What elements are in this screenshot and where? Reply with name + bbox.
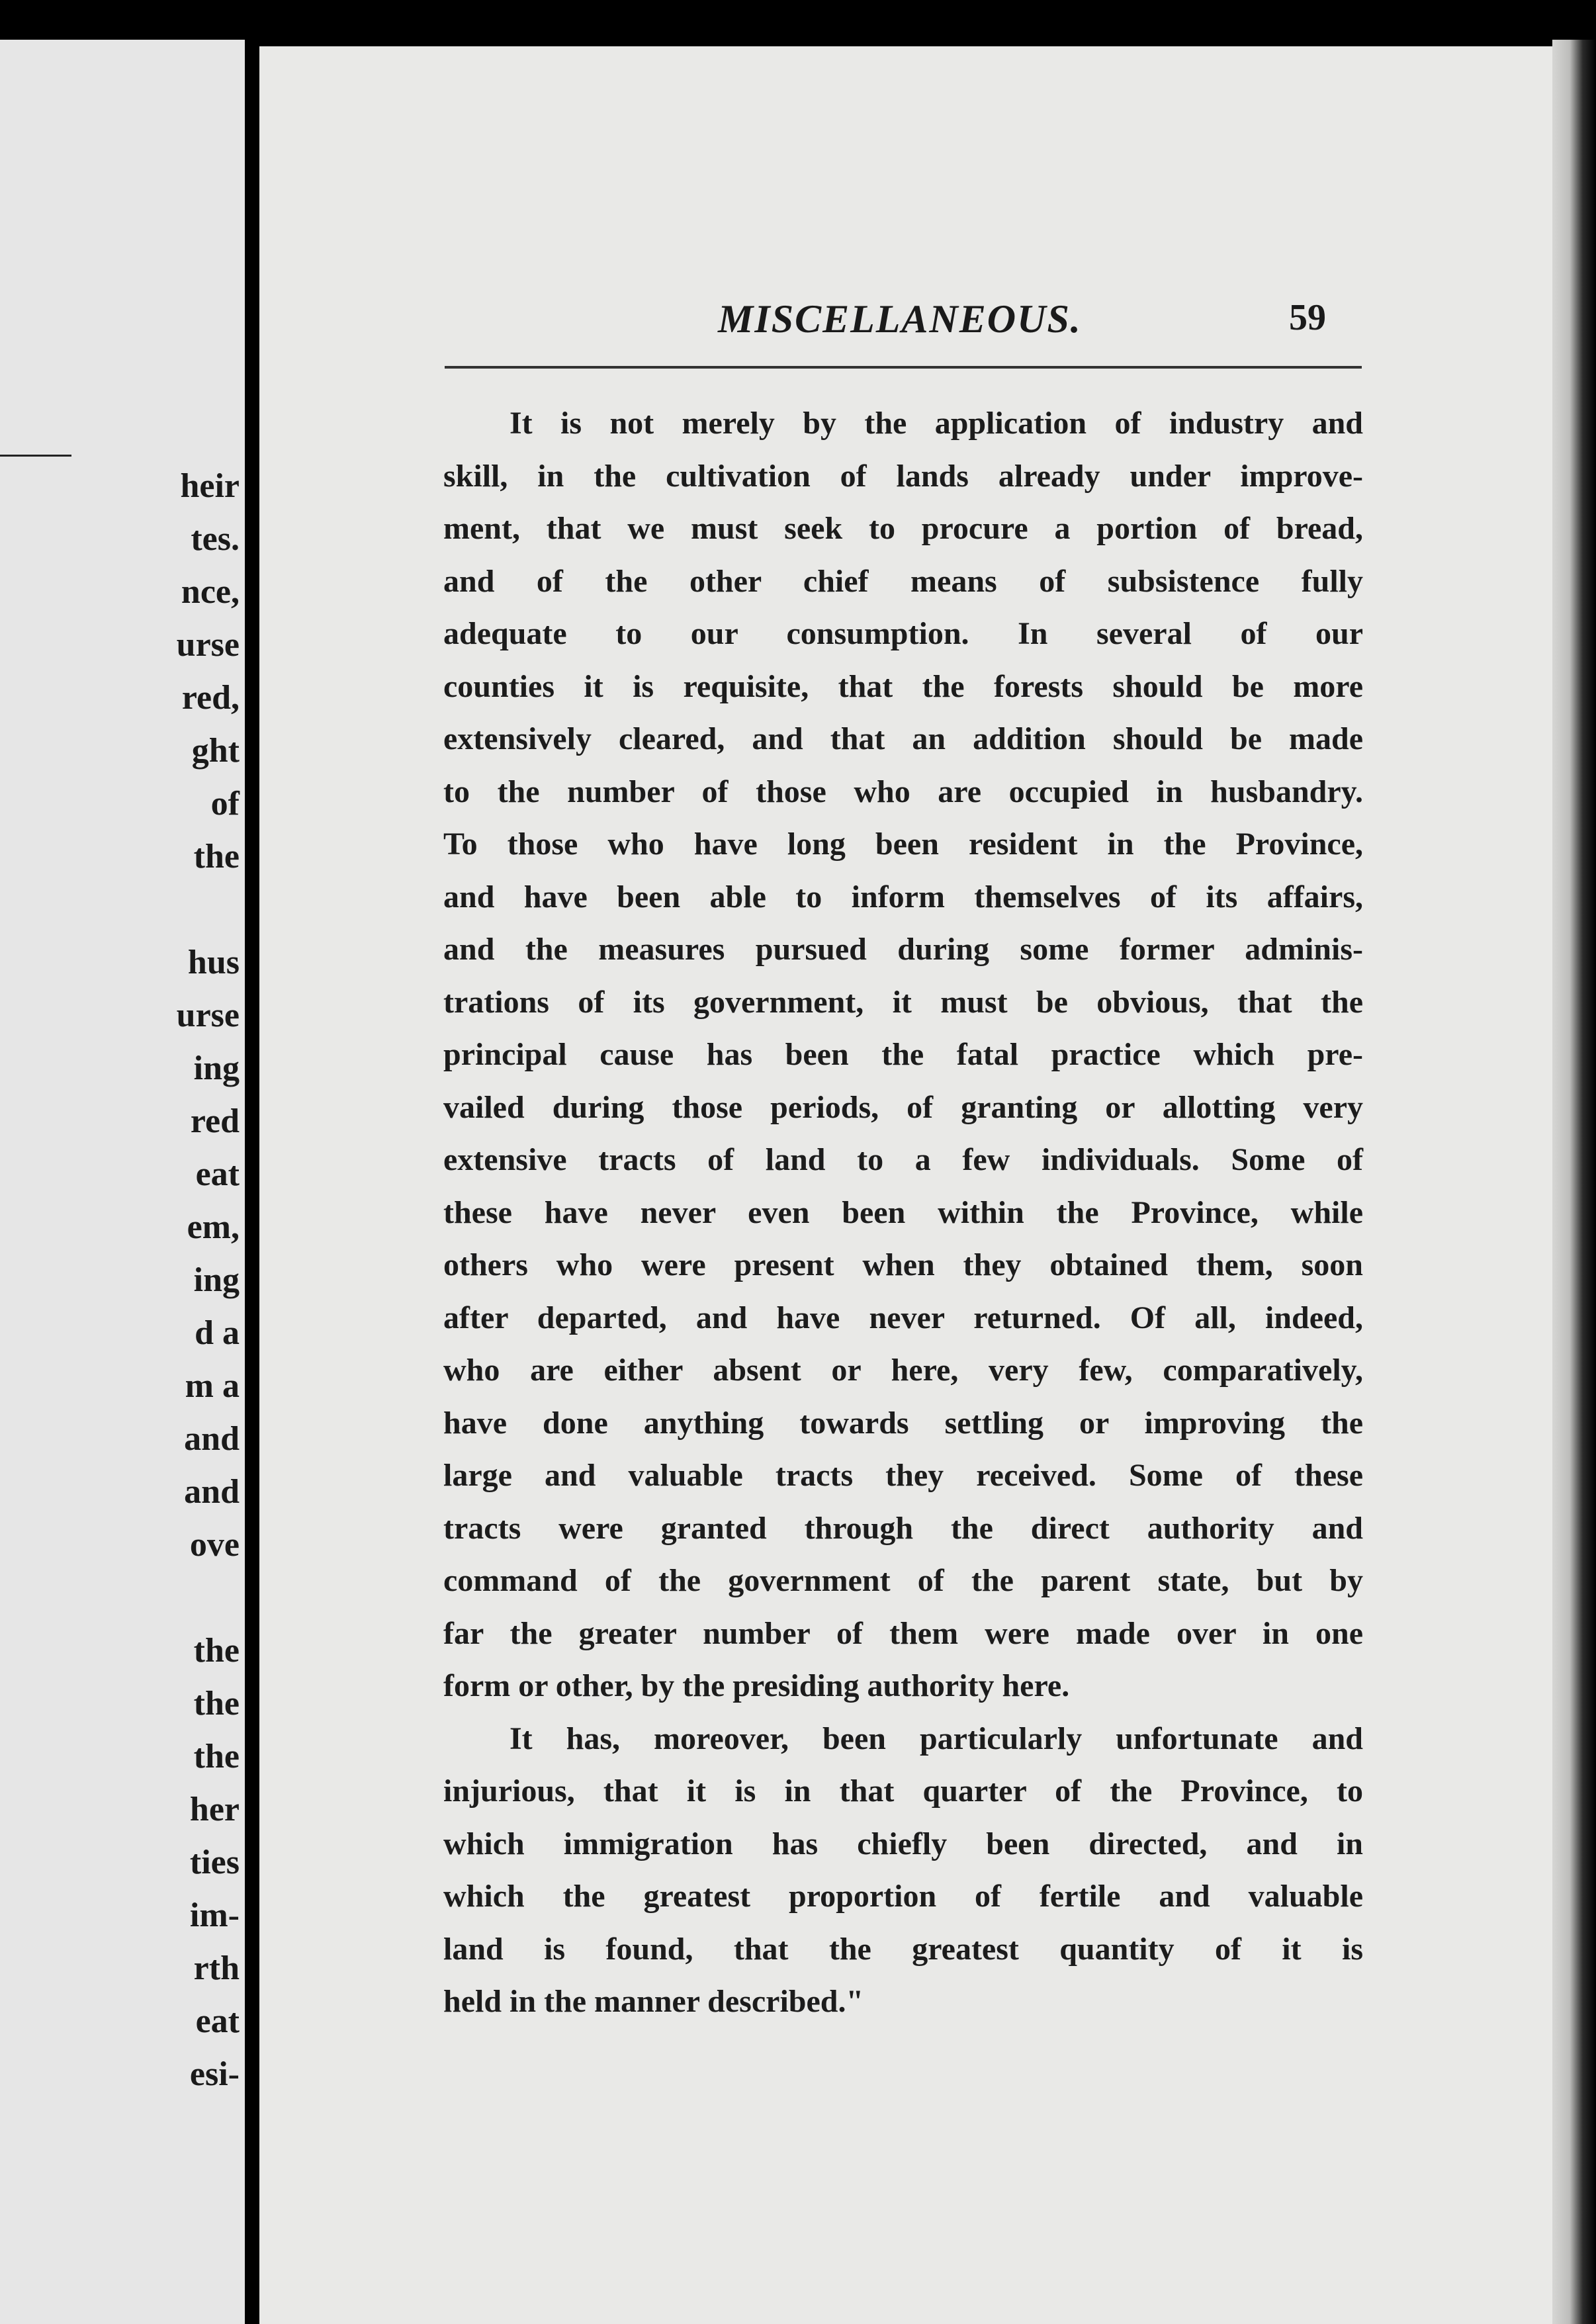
left-fragment: red [190, 1102, 240, 1140]
left-fragment: em, [187, 1208, 240, 1246]
text-line: extensive tracts of land to a few individuals. Some of [443, 1142, 1363, 1177]
left-fragment: hus [187, 944, 240, 981]
text-line: large and valuable tracts they received. Some of these [443, 1458, 1363, 1493]
text-line: trations of its government, it must be obvious, that the [443, 984, 1363, 1020]
left-fragment: im- [189, 1897, 240, 1934]
text-line: It has, moreover, been particularly unfortunate and [510, 1721, 1363, 1756]
left-fragment: ing [193, 1261, 240, 1299]
left-fragment: heir [180, 467, 240, 505]
left-page-rule [0, 455, 71, 457]
left-fragment: the [193, 1738, 240, 1775]
left-fragment: nce, [181, 573, 240, 611]
text-line: counties it is requisite, that the forests should be more [443, 668, 1363, 704]
left-fragment: the [193, 1632, 240, 1670]
text-line: form or other, by the presiding authority here. [443, 1668, 1070, 1703]
left-fragment: urse [176, 997, 240, 1034]
left-fragment: the [193, 1685, 240, 1722]
left-page [0, 40, 245, 2324]
text-line: land is found, that the greatest quantity of it is [443, 1931, 1363, 1967]
left-fragment: ove [189, 1526, 240, 1564]
text-line: have done anything towards settling or improving the [443, 1405, 1363, 1441]
text-line: adequate to our consumption. In several of our [443, 616, 1363, 651]
text-line: these have never even been within the Province, while [443, 1194, 1363, 1230]
left-fragment: the [193, 838, 240, 875]
left-fragment: d a [195, 1314, 240, 1352]
left-fragment: eat [195, 1155, 240, 1193]
text-line: principal cause has been the fatal practice which pre- [443, 1037, 1363, 1072]
text-line: after departed, and have never returned. Of all, indeed, [443, 1300, 1363, 1335]
left-fragment: ties [189, 1844, 240, 1881]
text-line: to the number of those who are occupied in husbandry. [443, 774, 1363, 809]
right-page-edge [1552, 40, 1596, 2324]
text-line: held in the manner described." [443, 1984, 864, 2019]
text-line: who are either absent or here, very few, comparatively, [443, 1353, 1363, 1388]
left-fragment: esi- [189, 2055, 240, 2093]
text-line: and have been able to inform themselves of its affairs, [443, 879, 1363, 915]
text-line: injurious, that it is in that quarter of the Province, to [443, 1773, 1363, 1809]
left-fragment: ght [191, 732, 240, 770]
left-fragment: ing [193, 1050, 240, 1087]
text-line: ment, that we must seek to procure a portion of bread, [443, 511, 1363, 546]
left-fragment: her [189, 1791, 240, 1828]
text-line: skill, in the cultivation of lands already under improve- [443, 458, 1363, 494]
text-line: which the greatest proportion of fertile and valuable [443, 1879, 1363, 1914]
left-fragment: m a [185, 1367, 240, 1405]
body-text [443, 397, 1363, 2028]
page-number: 59 [1289, 297, 1326, 338]
text-line: others who were present when they obtained them, soon [443, 1247, 1363, 1282]
header-rule [445, 366, 1362, 369]
text-line: It is not merely by the application of industry and [510, 406, 1363, 441]
left-fragment: and [184, 1473, 240, 1511]
text-line: extensively cleared, and that an addition should be made [443, 721, 1363, 756]
left-fragment: red, [181, 679, 240, 717]
text-line: To those who have long been resident in the Province, [443, 827, 1363, 862]
text-line: and of the other chief means of subsistence fully [443, 563, 1363, 599]
text-line: vailed during those periods, of granting or allotting very [443, 1089, 1363, 1125]
book-gutter [245, 40, 259, 2324]
left-fragment: urse [176, 626, 240, 664]
text-line: command of the government of the parent state, but by [443, 1563, 1363, 1598]
left-fragment: rth [193, 1949, 240, 1987]
left-fragment: of [210, 785, 240, 823]
text-line: which immigration has chiefly been directed, and in [443, 1826, 1363, 1861]
running-title: MISCELLANEOUS. [718, 297, 1082, 341]
text-line: far the greater number of them were made over in one [443, 1615, 1363, 1651]
left-fragment: and [184, 1420, 240, 1458]
text-line: and the measures pursued during some former adminis- [443, 932, 1363, 967]
left-fragment: eat [195, 2002, 240, 2040]
left-fragment: tes. [191, 520, 240, 558]
text-line: tracts were granted through the direct authority and [443, 1510, 1363, 1546]
